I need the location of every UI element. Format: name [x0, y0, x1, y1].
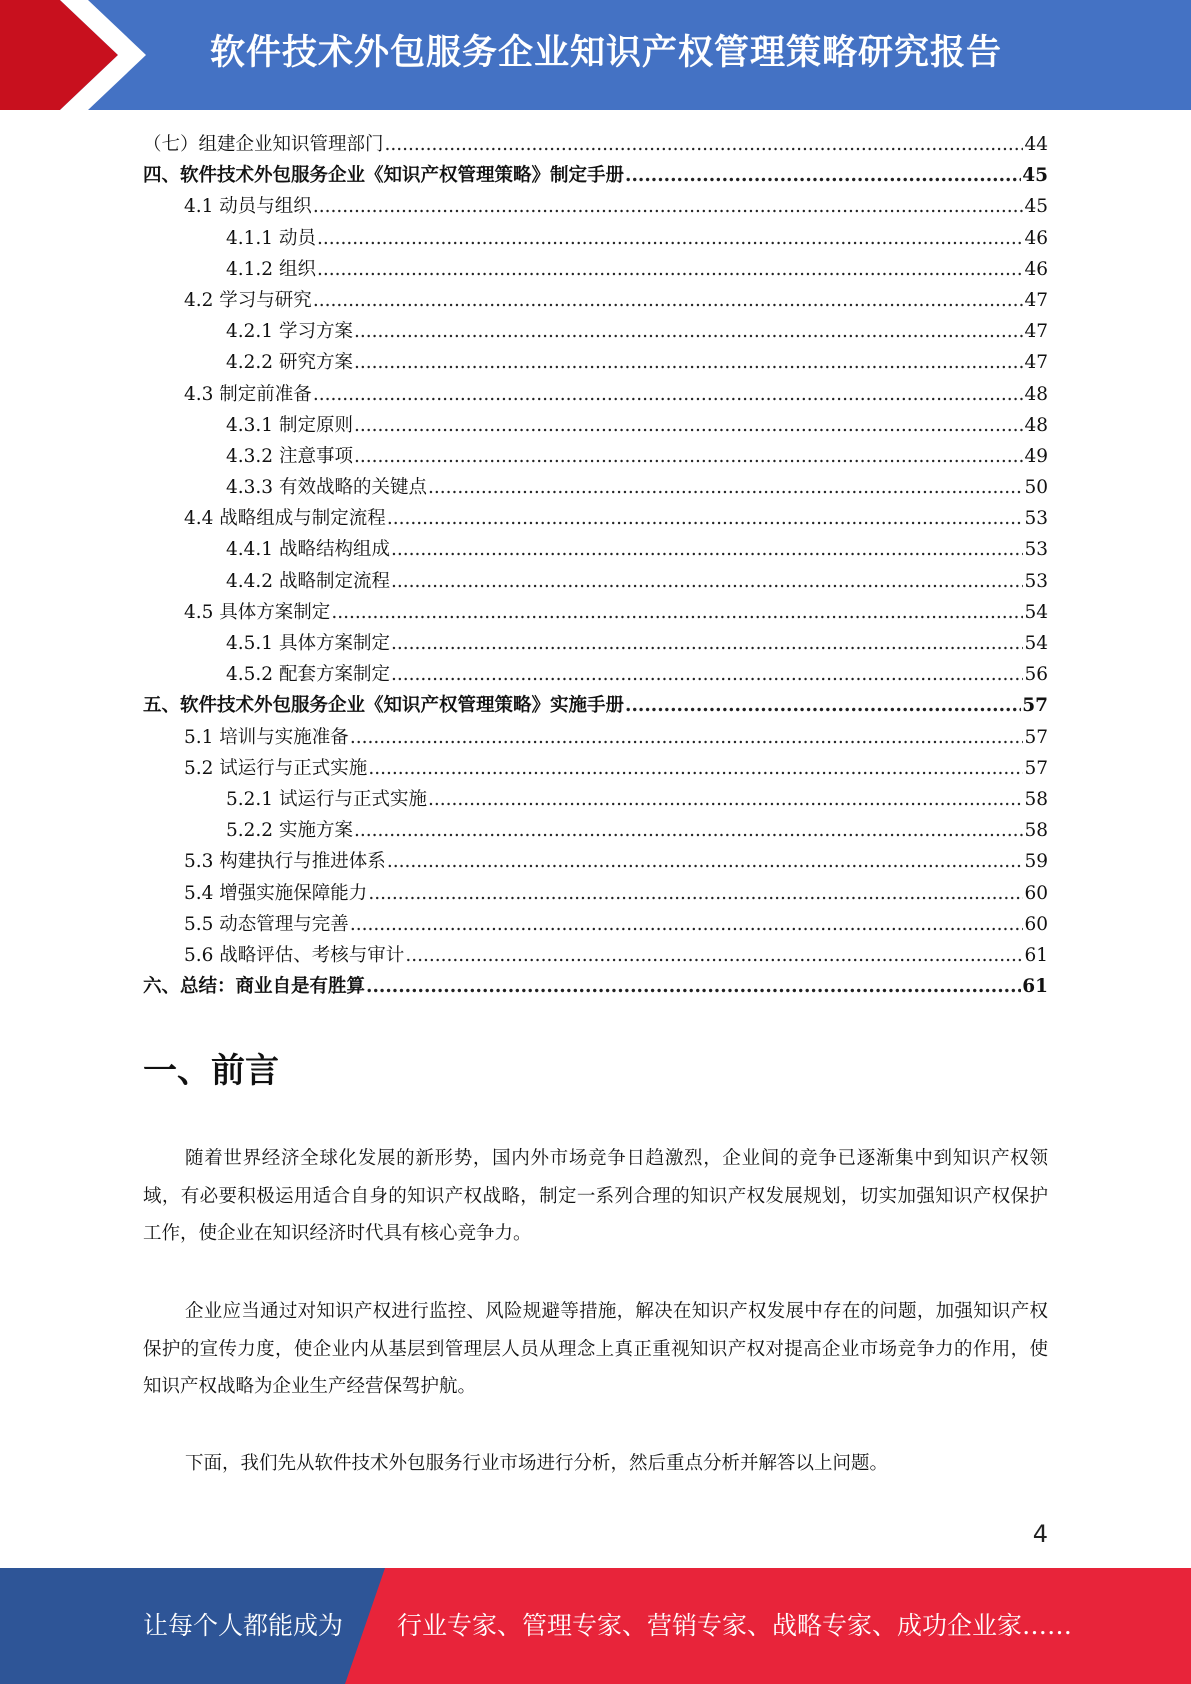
toc-entry-page: 47	[1024, 289, 1048, 311]
toc-entry-label: 4.2.1 学习方案	[226, 321, 353, 343]
toc-entry-label: （七）组建企业知识管理部门	[143, 134, 384, 155]
table-of-contents	[143, 129, 1048, 1002]
toc-entry[interactable]	[143, 597, 1048, 628]
toc-entry[interactable]	[143, 659, 1048, 690]
toc-entry-page: 48	[1024, 383, 1048, 405]
toc-entry-page: 58	[1024, 788, 1048, 810]
toc-dot-leader	[313, 285, 1024, 316]
toc-entry-label: 4.3.2 注意事项	[226, 445, 353, 467]
toc-entry-page: 53	[1024, 570, 1048, 592]
toc-entry-page: 45	[1022, 165, 1048, 187]
toc-entry[interactable]	[143, 472, 1048, 503]
toc-dot-leader	[385, 129, 1024, 160]
toc-entry-label: 四、软件技术外包服务企业《知识产权管理策略》制定手册	[143, 165, 625, 187]
toc-entry-page: 57	[1024, 726, 1048, 748]
toc-entry-page: 60	[1024, 882, 1048, 904]
toc-entry-label: 5.1 培训与实施准备	[184, 726, 349, 748]
toc-entry[interactable]	[143, 753, 1048, 784]
toc-entry[interactable]	[143, 191, 1048, 222]
toc-entry-label: 五、软件技术外包服务企业《知识产权管理策略》实施手册	[143, 695, 625, 717]
toc-entry-page: 46	[1024, 227, 1048, 249]
toc-entry-page: 49	[1024, 445, 1048, 467]
toc-dot-leader	[405, 940, 1023, 971]
toc-entry-label: 5.2.1 试运行与正式实施	[226, 788, 427, 810]
toc-entry[interactable]	[143, 722, 1048, 753]
toc-entry-label: 4.5.1 具体方案制定	[226, 633, 390, 654]
toc-dot-leader	[368, 753, 1023, 784]
toc-entry-label: 4.4.2 战略制定流程	[226, 570, 390, 592]
toc-entry-label: 5.2.2 实施方案	[226, 820, 353, 842]
toc-dot-leader	[625, 160, 1021, 191]
toc-entry-label: 5.5 动态管理与完善	[184, 913, 349, 935]
toc-entry[interactable]	[143, 410, 1048, 441]
footer-slogan: 让每个人都能成为	[143, 1611, 344, 1640]
toc-dot-leader	[354, 347, 1024, 378]
toc-entry[interactable]	[143, 254, 1048, 285]
toc-entry[interactable]	[143, 878, 1048, 909]
header-title: 软件技术外包服务企业知识产权管理策略研究报告	[210, 33, 1003, 73]
toc-entry-page: 53	[1024, 539, 1048, 561]
toc-entry-label: 4.1 动员与组织	[184, 196, 312, 218]
toc-dot-leader	[387, 846, 1024, 877]
toc-entry[interactable]	[143, 379, 1048, 410]
toc-entry-label: 5.6 战略评估、考核与审计	[184, 944, 405, 966]
toc-dot-leader	[317, 223, 1024, 254]
toc-entry-label: 4.1.1 动员	[226, 227, 316, 249]
toc-entry[interactable]	[143, 815, 1048, 846]
toc-entry[interactable]	[143, 160, 1048, 191]
toc-entry-page: 47	[1024, 352, 1048, 374]
toc-entry[interactable]	[143, 846, 1048, 877]
section-heading: 一、前言	[143, 1051, 279, 1091]
toc-dot-leader	[391, 659, 1023, 690]
toc-dot-leader	[354, 410, 1024, 441]
toc-entry-page: 58	[1024, 820, 1048, 842]
toc-entry-page: 54	[1024, 601, 1048, 623]
toc-dot-leader	[350, 722, 1024, 753]
page-number: 4	[1032, 1520, 1048, 1548]
toc-dot-leader	[368, 878, 1023, 909]
toc-entry[interactable]	[143, 441, 1048, 472]
toc-entry-page: 60	[1024, 913, 1048, 935]
toc-entry-page: 47	[1024, 321, 1048, 343]
toc-entry-page: 56	[1024, 664, 1048, 686]
toc-entry-page: 45	[1024, 196, 1048, 218]
toc-dot-leader	[625, 690, 1021, 721]
toc-entry-label: 4.3.3 有效战略的关键点	[226, 477, 427, 499]
footer-roles: 行业专家、管理专家、营销专家、战略专家、成功企业家……	[397, 1611, 1073, 1640]
toc-entry-label: 六、总结：商业自是有胜算	[143, 976, 366, 998]
toc-dot-leader	[366, 971, 1021, 1002]
toc-dot-leader	[428, 784, 1023, 815]
toc-entry[interactable]	[143, 503, 1048, 534]
toc-entry-label: 4.2 学习与研究	[184, 289, 312, 311]
toc-entry-label: 4.3 制定前准备	[184, 383, 312, 405]
toc-entry-page: 46	[1024, 258, 1048, 280]
header-chevron-decoration	[0, 0, 160, 110]
toc-entry-page: 53	[1024, 508, 1048, 530]
paragraph-intro-2: 企业应当通过对知识产权进行监控、风险规避等措施，解决在知识产权发展中存在的问题，加强知识产权保护的宣传力度，使企业内从基层到管理层人员从理念上真正重视知识产权对提高企业市场竞争力的作用，使知识产权战略为企业生产经营保驾护航。	[143, 1301, 1048, 1397]
toc-entry-label: 5.4 增强实施保障能力	[184, 882, 368, 904]
toc-entry-page: 57	[1024, 757, 1048, 779]
toc-entry-page: 61	[1022, 976, 1048, 998]
toc-entry-label: 5.2 试运行与正式实施	[184, 757, 368, 779]
toc-dot-leader	[391, 534, 1023, 565]
toc-dot-leader	[317, 254, 1024, 285]
toc-entry-label: 4.2.2 研究方案	[226, 352, 353, 374]
toc-entry-page: 54	[1024, 633, 1048, 654]
toc-entry[interactable]	[143, 316, 1048, 347]
toc-dot-leader	[391, 628, 1023, 659]
toc-entry[interactable]	[143, 690, 1048, 721]
page-header	[0, 0, 1191, 110]
paragraph-intro-1: 随着世界经济全球化发展的新形势，国内外市场竞争日趋激烈，企业间的竞争已逐渐集中到知识产权领域，有必要积极运用适合自身的知识产权战略，制定一系列合理的知识产权发展规划，切实加强知识产权保护工作，使企业在知识经济时代具有核心竞争力。	[143, 1148, 1048, 1244]
toc-entry-page: 59	[1024, 851, 1048, 873]
toc-dot-leader	[354, 815, 1024, 846]
toc-entry-label: 5.3 构建执行与推进体系	[184, 851, 386, 873]
toc-entry[interactable]	[143, 940, 1048, 971]
toc-entry[interactable]	[143, 566, 1048, 597]
toc-entry-label: 4.4.1 战略结构组成	[226, 539, 390, 561]
toc-entry[interactable]	[143, 534, 1048, 565]
toc-entry-label: 4.5.2 配套方案制定	[226, 664, 390, 686]
toc-entry[interactable]	[143, 223, 1048, 254]
page-footer	[0, 1568, 1191, 1684]
toc-dot-leader	[350, 909, 1024, 940]
toc-entry[interactable]	[143, 285, 1048, 316]
toc-dot-leader	[387, 503, 1024, 534]
toc-dot-leader	[354, 441, 1024, 472]
toc-entry-label: 4.5 具体方案制定	[184, 601, 331, 623]
paragraph-intro-3: 下面，我们先从软件技术外包服务行业市场进行分析，然后重点分析并解答以上问题。	[185, 1453, 889, 1474]
toc-entry-page: 44	[1024, 134, 1048, 155]
toc-dot-leader	[354, 316, 1024, 347]
toc-entry[interactable]	[143, 909, 1048, 940]
toc-entry[interactable]	[143, 971, 1048, 1002]
toc-entry-page: 57	[1022, 695, 1048, 717]
toc-dot-leader	[313, 191, 1024, 222]
toc-entry[interactable]	[143, 129, 1048, 160]
toc-dot-leader	[391, 566, 1023, 597]
toc-entry[interactable]	[143, 628, 1048, 659]
toc-entry-page: 50	[1024, 477, 1048, 499]
toc-entry-label: 4.1.2 组织	[226, 258, 316, 280]
toc-entry-label: 4.4 战略组成与制定流程	[184, 508, 386, 530]
toc-dot-leader	[331, 597, 1023, 628]
toc-entry-page: 48	[1024, 414, 1048, 436]
toc-dot-leader	[313, 379, 1024, 410]
toc-entry-label: 4.3.1 制定原则	[226, 414, 353, 436]
toc-entry-page: 61	[1024, 944, 1048, 966]
toc-entry[interactable]	[143, 347, 1048, 378]
toc-dot-leader	[428, 472, 1023, 503]
toc-entry[interactable]	[143, 784, 1048, 815]
